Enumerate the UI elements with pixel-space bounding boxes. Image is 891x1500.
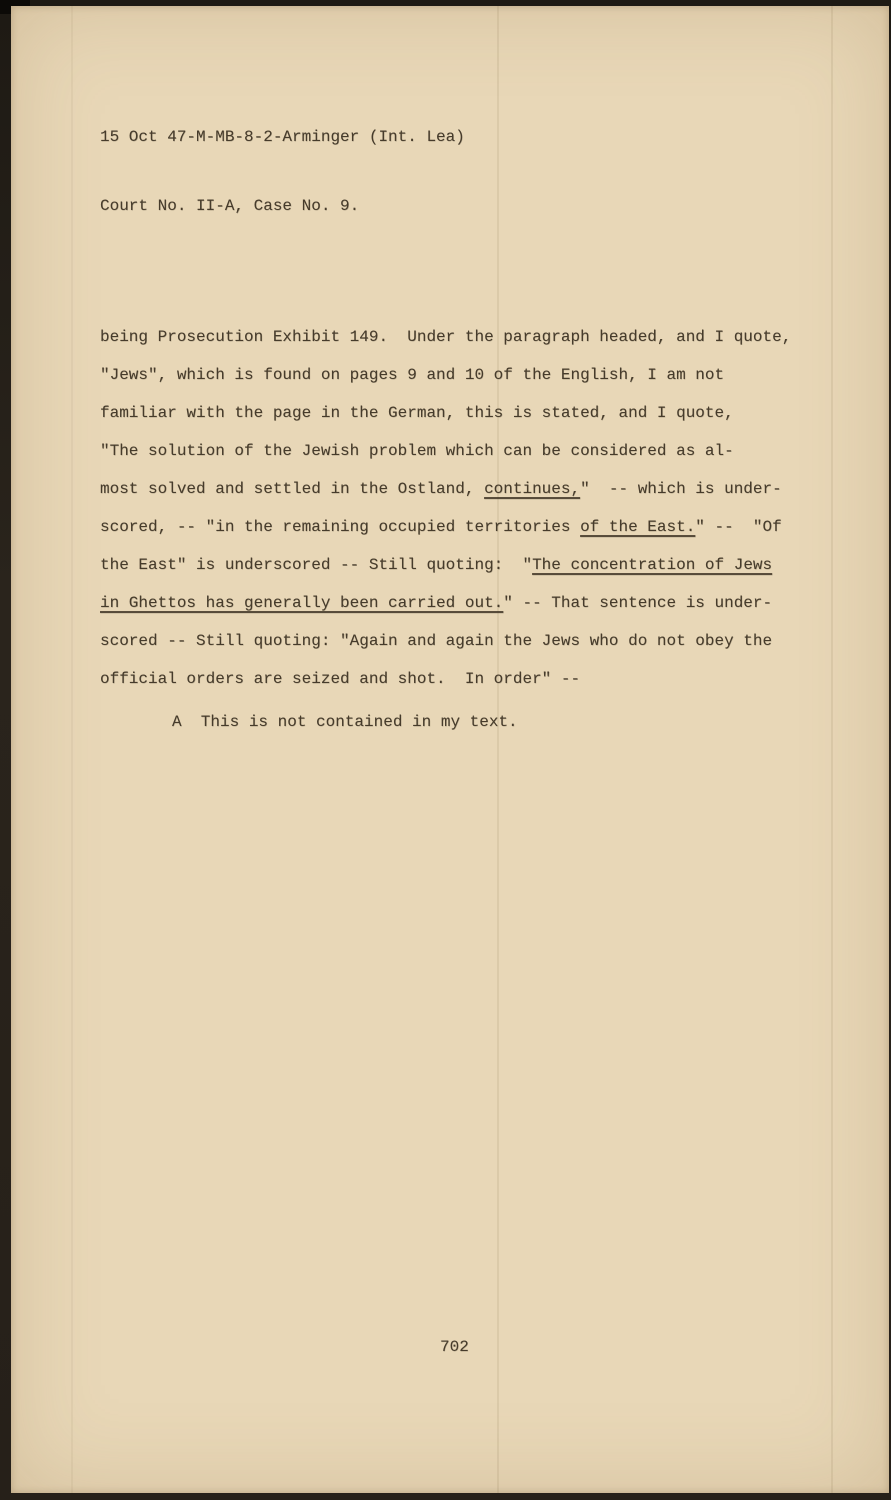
text-segment: scored -- Still quoting: "Again and again the Jews who do not obey the xyxy=(100,632,773,650)
text-segment: the East" is underscored -- Still quoting: " xyxy=(100,556,533,574)
text-segment: being Prosecution Exhibit 149. Under the paragraph headed, and I quote, xyxy=(100,328,792,346)
paper-crease xyxy=(71,6,73,1493)
text-segment: A This is not contained in my text. xyxy=(172,713,518,731)
header-session-line: 15 Oct 47-M-MB-8-2-Arminger (Int. Lea) xyxy=(100,128,465,146)
transcript-body xyxy=(100,318,863,741)
underlined-text: continues, xyxy=(484,480,581,498)
transcript-line xyxy=(100,703,863,741)
transcript-line xyxy=(100,584,863,622)
underlined-text: of the East. xyxy=(580,518,696,536)
paper-sheet xyxy=(11,6,889,1493)
transcript-line xyxy=(100,622,863,660)
transcript-line xyxy=(100,546,863,584)
transcript-line xyxy=(100,356,863,394)
transcript-line xyxy=(100,432,863,470)
text-segment: official orders are seized and shot. In order" -- xyxy=(100,670,581,688)
typewritten-content xyxy=(100,80,863,741)
transcript-line xyxy=(100,508,863,546)
text-segment: most solved and settled in the Ostland, xyxy=(100,480,485,498)
document-header xyxy=(100,80,863,264)
text-segment: " -- "Of xyxy=(695,518,782,536)
transcript-line xyxy=(100,660,863,698)
text-segment: "Jews", which is found on pages 9 and 10 of the English, I am not xyxy=(100,366,725,384)
underlined-text: The concentration of Jews xyxy=(532,556,773,574)
text-segment: familiar with the page in the German, this is stated, and I quote, xyxy=(100,404,734,422)
text-segment: " -- which is under- xyxy=(580,480,782,498)
text-segment: " -- That sentence is under- xyxy=(503,594,773,612)
page-number: 702 xyxy=(440,1338,469,1356)
header-court-line: Court No. II-A, Case No. 9. xyxy=(100,197,360,215)
underlined-text: in Ghettos has generally been carried out. xyxy=(100,594,504,612)
text-segment: scored, -- "in the remaining occupied territories xyxy=(100,518,581,536)
transcript-line xyxy=(100,394,863,432)
text-segment: "The solution of the Jewish problem which can be considered as al- xyxy=(100,442,734,460)
transcript-line xyxy=(100,318,863,356)
transcript-line xyxy=(100,470,863,508)
